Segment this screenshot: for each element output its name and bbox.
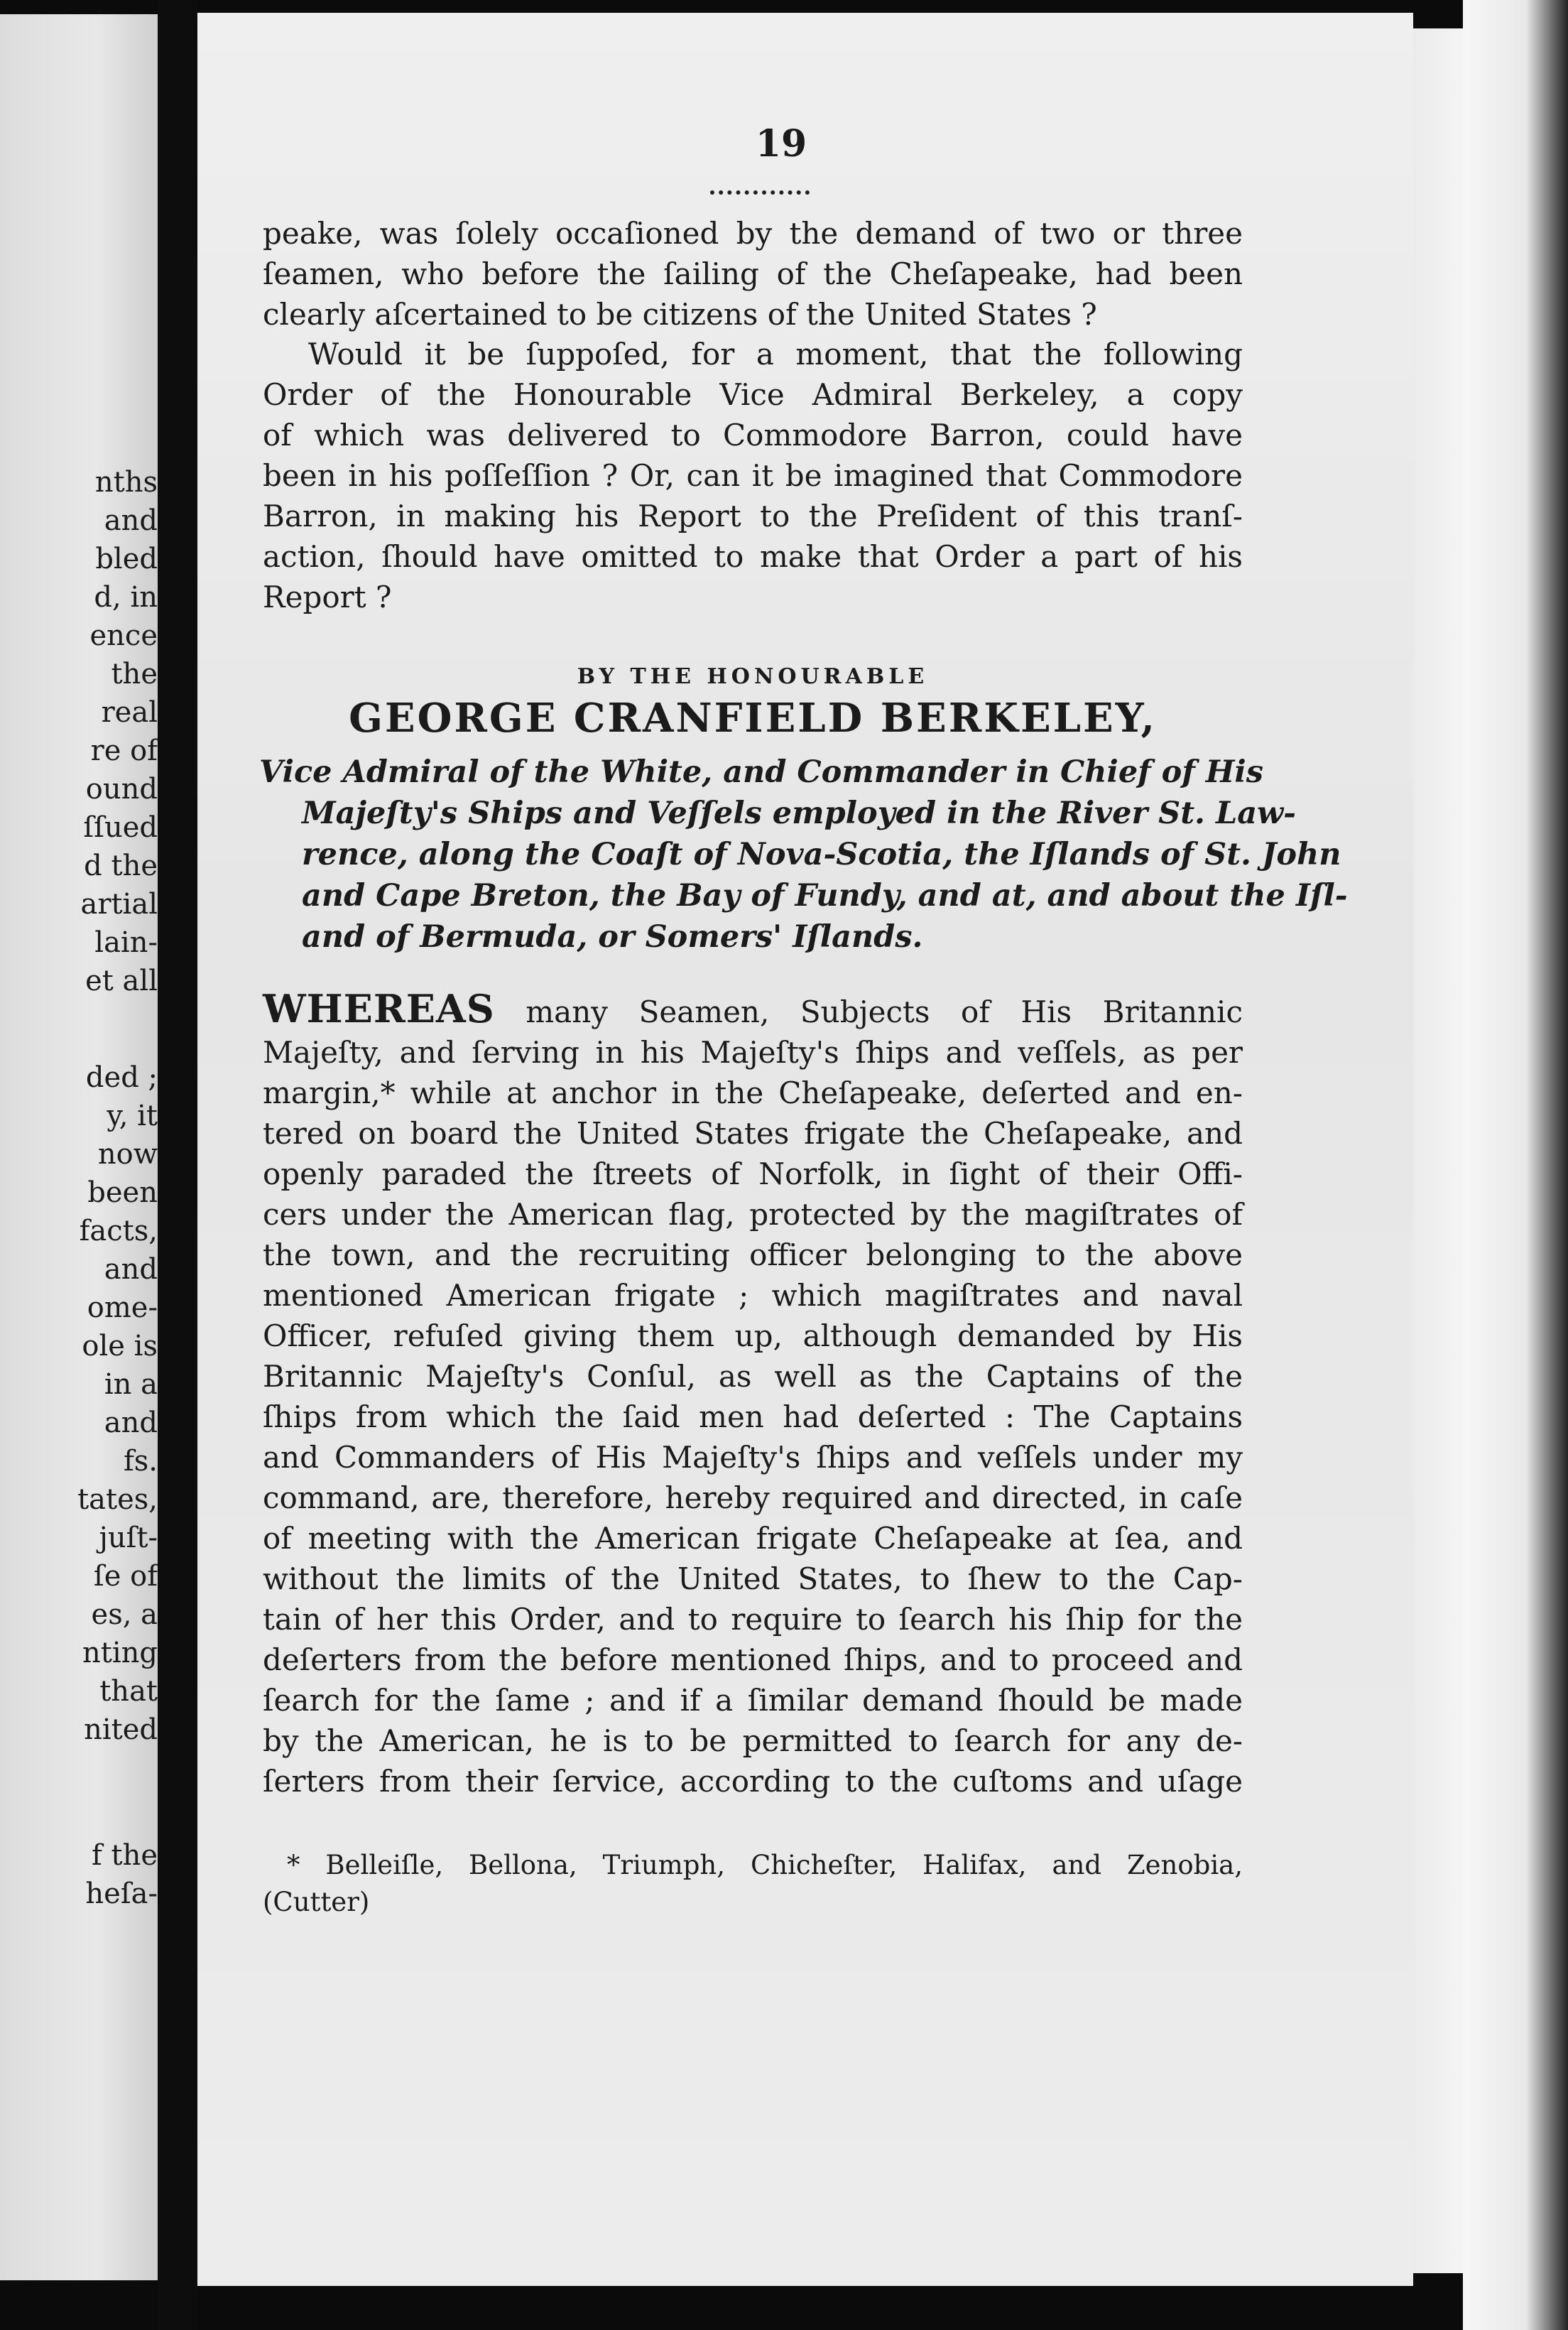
left-page-fragments-top <box>9 463 158 1000</box>
text-line: ſearch for the ſame ; and if a ſimilar demand ſhould be made <box>263 1683 1243 1718</box>
text-line: the <box>111 658 158 690</box>
text-line: juſt- <box>99 1522 158 1554</box>
text-line: facts, <box>79 1215 158 1247</box>
paragraph-1 <box>263 213 1243 335</box>
text-line: Vice Admiral of the White, and Commander in Chief of His <box>259 754 1263 790</box>
text-line: fs. <box>123 1445 158 1478</box>
text-line: ſſued <box>83 811 158 844</box>
text-line: * Belleiſle, Bellona, Triumph, Chicheſter, Halifax, and Zenobia, <box>287 1850 1243 1880</box>
text-line: Barron, in making his Report to the Preſident of this tranſ- <box>263 499 1243 533</box>
text-line: openly paraded the ſtreets of Norfolk, in ſight of their Offi- <box>263 1156 1243 1191</box>
text-line: now <box>97 1138 158 1171</box>
text-line: ded ; <box>85 1061 158 1094</box>
text-line: artial <box>80 888 158 921</box>
text-line: Majeſty's Ships and Veſſels employed in the River St. Law- <box>302 796 1296 831</box>
text-line: nting <box>82 1637 158 1669</box>
text-line: margin,* while at anchor in the Cheſapeake, deſerted and en- <box>263 1075 1243 1110</box>
text-line: ence <box>89 619 158 652</box>
text-line: mentioned American frigate ; which magiſtrates and naval <box>263 1278 1243 1313</box>
text-line: deſerters from the before mentioned ſhips, and to proceed and <box>263 1642 1243 1677</box>
order-first-word: WHEREAS <box>263 986 495 1031</box>
text-line: the town, and the recruiting officer belonging to the above <box>263 1237 1243 1272</box>
page-number-rule <box>710 185 810 195</box>
text-line: of meeting with the American frigate Cheſapeake at ſea, and <box>263 1521 1243 1556</box>
order-first-line <box>263 986 1243 1032</box>
left-page-fragments-bottom <box>9 1836 158 1913</box>
left-page-fragments-middle <box>9 1058 158 1749</box>
order-first-line-rest: many Seamen, Subjects of His Britannic <box>494 995 1243 1029</box>
text-line: that <box>99 1675 158 1708</box>
text-line: Officer, refuſed giving them up, although demanded by His <box>263 1318 1243 1353</box>
text-line: heſa- <box>85 1877 158 1910</box>
text-line: es, a <box>91 1598 158 1631</box>
order-issuer-titles <box>259 752 1348 958</box>
text-line: ound <box>85 773 158 806</box>
text-line: and <box>104 1407 158 1439</box>
text-line: d the <box>84 850 158 882</box>
text-line: tered on board the United States frigate the Cheſapeake, and <box>263 1116 1243 1151</box>
paragraph-2 <box>263 334 1243 617</box>
text-line: f the <box>91 1839 158 1872</box>
text-line: ſe of <box>93 1560 158 1593</box>
text-line: and of Bermuda, or Somers' Iſlands. <box>302 919 923 955</box>
text-line: command, are, therefore, hereby required and directed, in caſe <box>263 1480 1243 1515</box>
text-line: and <box>104 504 158 537</box>
text-line: peake, was ſolely occaſioned by the demand of two or three <box>263 216 1243 251</box>
text-line: and Cape Breton, the Bay of Fundy, and at, and about the Iſl- <box>302 878 1348 914</box>
book-gutter <box>158 0 197 2330</box>
order-issuer-name: GEORGE CRANFIELD BERKELEY, <box>349 695 1157 742</box>
text-line: ſerters from their ſervice, according to the cuſtoms and uſage <box>263 1764 1243 1799</box>
text-line: ſeamen, who before the ſailing of the Cheſapeake, had been <box>263 256 1243 291</box>
footnote <box>263 1847 1243 1921</box>
text-line: and Commanders of His Majeſty's ſhips and veſſels under my <box>263 1440 1243 1475</box>
text-line: and <box>104 1253 158 1286</box>
text-line: without the limits of the United States, to ſhew to the Cap- <box>263 1561 1243 1596</box>
text-line: ſhips from which the ſaid men had deſerted : The Captains <box>263 1399 1243 1434</box>
text-line: lain- <box>94 926 158 959</box>
text-line: bled <box>95 543 158 575</box>
text-line: ome- <box>87 1291 158 1324</box>
text-line: nited <box>84 1713 158 1746</box>
text-line: Report ? <box>263 580 392 614</box>
text-line: (Cutter) <box>263 1887 370 1917</box>
text-line: of which was delivered to Commodore Barron, could have <box>263 418 1243 453</box>
text-line: real <box>101 696 158 729</box>
order-by-line: BY THE HONOURABLE <box>577 664 929 689</box>
text-line: rence, along the Coaſt of Nova-Scotia, the Iſlands of St. John <box>302 837 1341 872</box>
text-line: d, in <box>94 581 158 614</box>
text-line: Britannic Majeſty's Conſul, as well as the Captains of the <box>263 1359 1243 1394</box>
text-line: been in his poſſeſſion ? Or, can it be imagined that Commodore <box>263 458 1243 493</box>
text-line: Would it be ſuppoſed, for a moment, that the following <box>308 337 1243 372</box>
text-line: in a <box>104 1368 158 1401</box>
page-number: 19 <box>755 122 807 166</box>
order-text <box>263 986 1243 1801</box>
text-line: Majeſty, and ſerving in his Majeſty's ſhips and veſſels, as per <box>263 1035 1243 1070</box>
text-line: re of <box>90 735 158 767</box>
text-line: Order of the Honourable Vice Admiral Berkeley, a copy <box>263 377 1243 412</box>
text-line: nths <box>94 466 158 499</box>
text-line: clearly aſcertained to be citizens of the United States ? <box>263 297 1097 332</box>
text-line: tain of her this Order, and to require to ſearch his ſhip for the <box>263 1602 1243 1637</box>
text-line: action, ſhould have omitted to make that Order a part of his <box>263 539 1243 574</box>
text-line: tates, <box>77 1483 158 1516</box>
order-lines <box>263 1032 1243 1801</box>
text-line: ole is <box>82 1330 158 1362</box>
left-page <box>0 14 158 2280</box>
text-line: y, it <box>107 1100 158 1132</box>
text-line: by the American, he is to be permitted to ſearch for any de- <box>263 1723 1243 1758</box>
text-line: et all <box>85 965 158 997</box>
text-line: been <box>87 1176 158 1209</box>
right-page-edge <box>1463 0 1568 2330</box>
text-line: cers under the American flag, protected by the magiſtrates of <box>263 1197 1243 1232</box>
